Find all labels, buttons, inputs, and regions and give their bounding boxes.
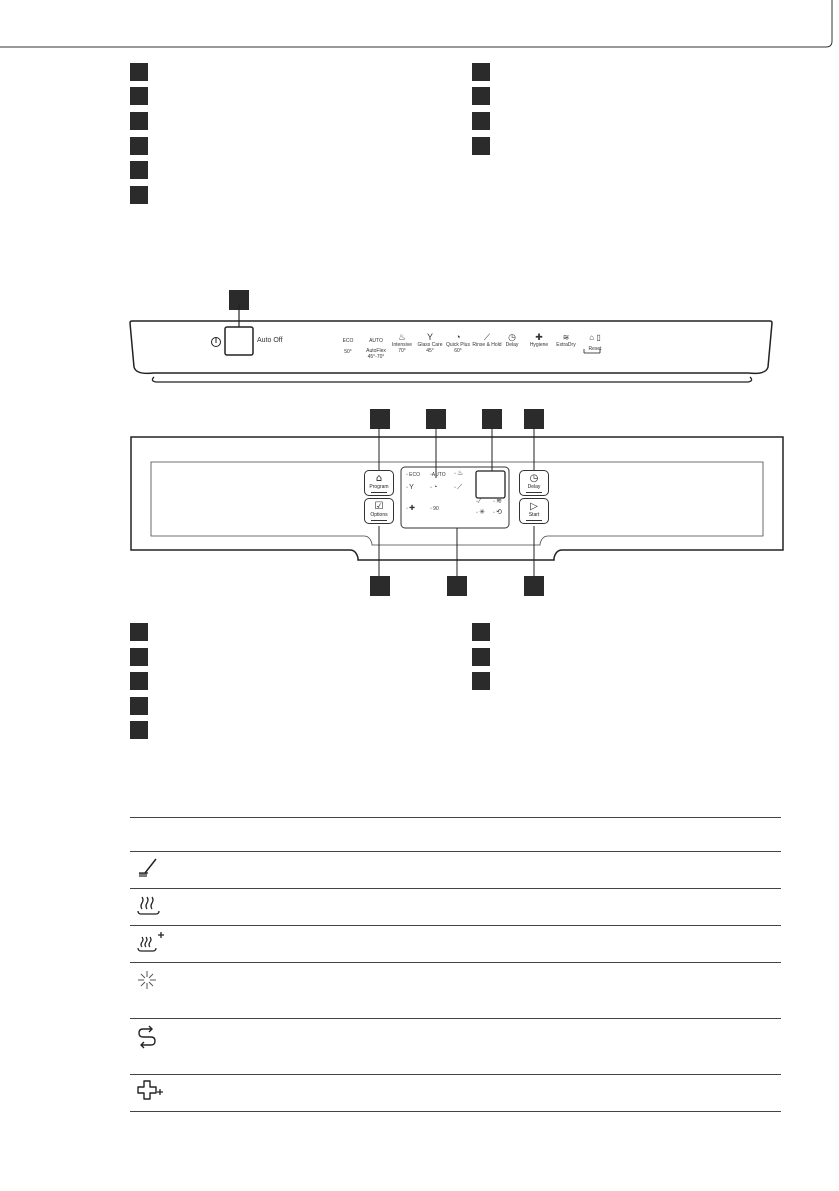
indicator-intensive: ▫ ♨ bbox=[454, 470, 464, 477]
legend-marker bbox=[130, 672, 148, 690]
indicator-auto-label: AUTO bbox=[431, 472, 446, 478]
options-icon: ☑ bbox=[374, 501, 384, 512]
extra-dry-icon: ≋ bbox=[562, 333, 570, 342]
delay-button-label: Delay bbox=[527, 484, 541, 490]
programme-temp: 45°-70° bbox=[367, 354, 385, 360]
options-button[interactable] bbox=[364, 498, 394, 524]
table-cell bbox=[130, 1019, 781, 1075]
table-row bbox=[130, 963, 781, 1019]
legend-marker bbox=[130, 161, 148, 179]
table-row bbox=[130, 889, 781, 926]
legend-marker bbox=[130, 63, 148, 81]
programme-name: Rinse & Hold bbox=[472, 342, 502, 348]
intensive-icon: ♨ bbox=[397, 332, 407, 342]
legend-marker bbox=[130, 623, 148, 641]
extra-dry-icon bbox=[136, 901, 162, 920]
extra-dry-icon: ≋ bbox=[496, 498, 503, 505]
programme-name: Glass Care bbox=[417, 342, 443, 348]
programme-temp: 70° bbox=[398, 348, 406, 354]
rinse-hold-icon: ⟋ bbox=[457, 484, 463, 491]
indicator-rinse-aid: ▫ ⁄ bbox=[476, 498, 481, 505]
reset-group bbox=[580, 333, 610, 352]
indicator-rinse-hold: ▫ ⟋ bbox=[454, 484, 463, 491]
regeneration-icon: ⟲ bbox=[496, 509, 503, 516]
extra-dry-plus-icon bbox=[136, 938, 166, 957]
table-row bbox=[130, 852, 781, 889]
rinse-hold-icon: ⟋ bbox=[483, 332, 491, 342]
programme-label bbox=[525, 333, 553, 348]
table-cell bbox=[130, 963, 781, 1019]
legend-marker bbox=[472, 112, 490, 130]
programme-name: Hygiene bbox=[529, 342, 549, 348]
indicator-temp-label: 90 bbox=[433, 506, 439, 512]
start-button-label: Start bbox=[528, 512, 540, 518]
delay-button[interactable] bbox=[519, 470, 549, 496]
clock-icon: ◷ bbox=[508, 332, 516, 342]
auto-off-label: Auto Off bbox=[257, 337, 283, 344]
program-icon: ⌂ bbox=[375, 473, 383, 484]
legend-marker bbox=[472, 623, 490, 641]
legend-marker bbox=[130, 87, 148, 105]
sparkle-icon: ✳ bbox=[479, 509, 486, 516]
start-button[interactable] bbox=[519, 498, 549, 524]
programme-name: Intensive bbox=[391, 342, 412, 348]
programme-name: ECO bbox=[342, 338, 354, 344]
legend-marker bbox=[472, 137, 490, 155]
table-cell bbox=[130, 926, 781, 963]
legend-marker bbox=[130, 186, 148, 204]
programme-label bbox=[498, 333, 526, 348]
reset-label: Reset bbox=[588, 346, 602, 352]
programme-temp: 60° bbox=[454, 348, 462, 354]
button-underline bbox=[526, 492, 542, 493]
table-cell bbox=[130, 852, 781, 889]
program-button[interactable] bbox=[364, 470, 394, 496]
clock-icon: ◷ bbox=[529, 473, 539, 484]
table-header-row bbox=[130, 818, 781, 852]
rinse-aid-icon bbox=[136, 864, 160, 883]
indicator-quick: ▫ ◔ bbox=[430, 484, 438, 491]
programme-temp: 50° bbox=[344, 349, 352, 355]
programme-name: AutoFlex bbox=[366, 348, 386, 354]
indicator-eco: ▫ ECO bbox=[406, 472, 421, 478]
legend-marker bbox=[130, 721, 148, 739]
glass-icon: Y bbox=[426, 332, 433, 342]
programme-label bbox=[387, 333, 417, 354]
indicator-extra-dry: ▫ ≋ bbox=[493, 498, 503, 505]
glass-icon: Y bbox=[409, 484, 414, 491]
quick-icon: ◔ bbox=[433, 484, 438, 491]
rinse-aid-icon: ⁄ bbox=[479, 498, 481, 505]
legend-marker bbox=[472, 63, 490, 81]
programme-temp: 45° bbox=[426, 348, 434, 354]
button-underline bbox=[371, 520, 387, 521]
legend-marker bbox=[130, 112, 148, 130]
play-icon: ▷ bbox=[530, 501, 538, 512]
program-button-label: Program bbox=[369, 484, 389, 490]
control-panel-bottom-outline bbox=[0, 400, 839, 590]
sparkle-icon bbox=[136, 976, 158, 995]
programme-name: Delay bbox=[505, 342, 519, 348]
indicator-symbols-table bbox=[130, 817, 781, 1112]
indicator-regeneration: ▫ ⟲ bbox=[493, 509, 503, 516]
legend-marker bbox=[472, 648, 490, 666]
button-underline bbox=[526, 520, 542, 521]
indicator-eco-label: ECO bbox=[409, 472, 421, 478]
page-corner-mark bbox=[0, 0, 839, 60]
hygiene-icon: ✚ bbox=[409, 505, 416, 512]
table-row bbox=[130, 926, 781, 963]
legend-marker bbox=[472, 87, 490, 105]
legend-marker bbox=[130, 697, 148, 715]
programme-name: Quick Plus bbox=[446, 342, 470, 348]
programme-label bbox=[333, 338, 363, 355]
table-row bbox=[130, 1019, 781, 1075]
indicator-temp: ▫ 90 bbox=[430, 506, 439, 512]
hygiene-plus-icon bbox=[136, 1088, 166, 1107]
hygiene-icon: ✚ bbox=[535, 332, 543, 342]
legend-marker bbox=[130, 137, 148, 155]
indicator-sparkle: ▫ ✳ bbox=[476, 509, 486, 516]
regeneration-icon bbox=[136, 1034, 158, 1053]
button-underline bbox=[371, 492, 387, 493]
programme-name: AUTO bbox=[369, 338, 383, 344]
table-cell bbox=[130, 889, 781, 926]
legend-marker bbox=[472, 672, 490, 690]
indicator-auto: ▫AUTO bbox=[430, 472, 446, 478]
intensive-icon: ♨ bbox=[457, 470, 464, 477]
table-row bbox=[130, 1075, 781, 1112]
reset-icons: ⌂ ▯ bbox=[589, 333, 601, 342]
quick-icon: ◔ bbox=[455, 332, 461, 342]
table-cell bbox=[130, 818, 781, 852]
options-button-label: Options bbox=[370, 512, 388, 518]
programme-label bbox=[552, 333, 580, 348]
table-cell bbox=[130, 1075, 781, 1112]
legend-marker bbox=[130, 648, 148, 666]
programme-name: ExtraDry bbox=[556, 342, 576, 348]
indicator-hygiene: ▫ ✚ bbox=[406, 505, 416, 512]
indicator-glass: ▫ Y bbox=[406, 484, 414, 491]
